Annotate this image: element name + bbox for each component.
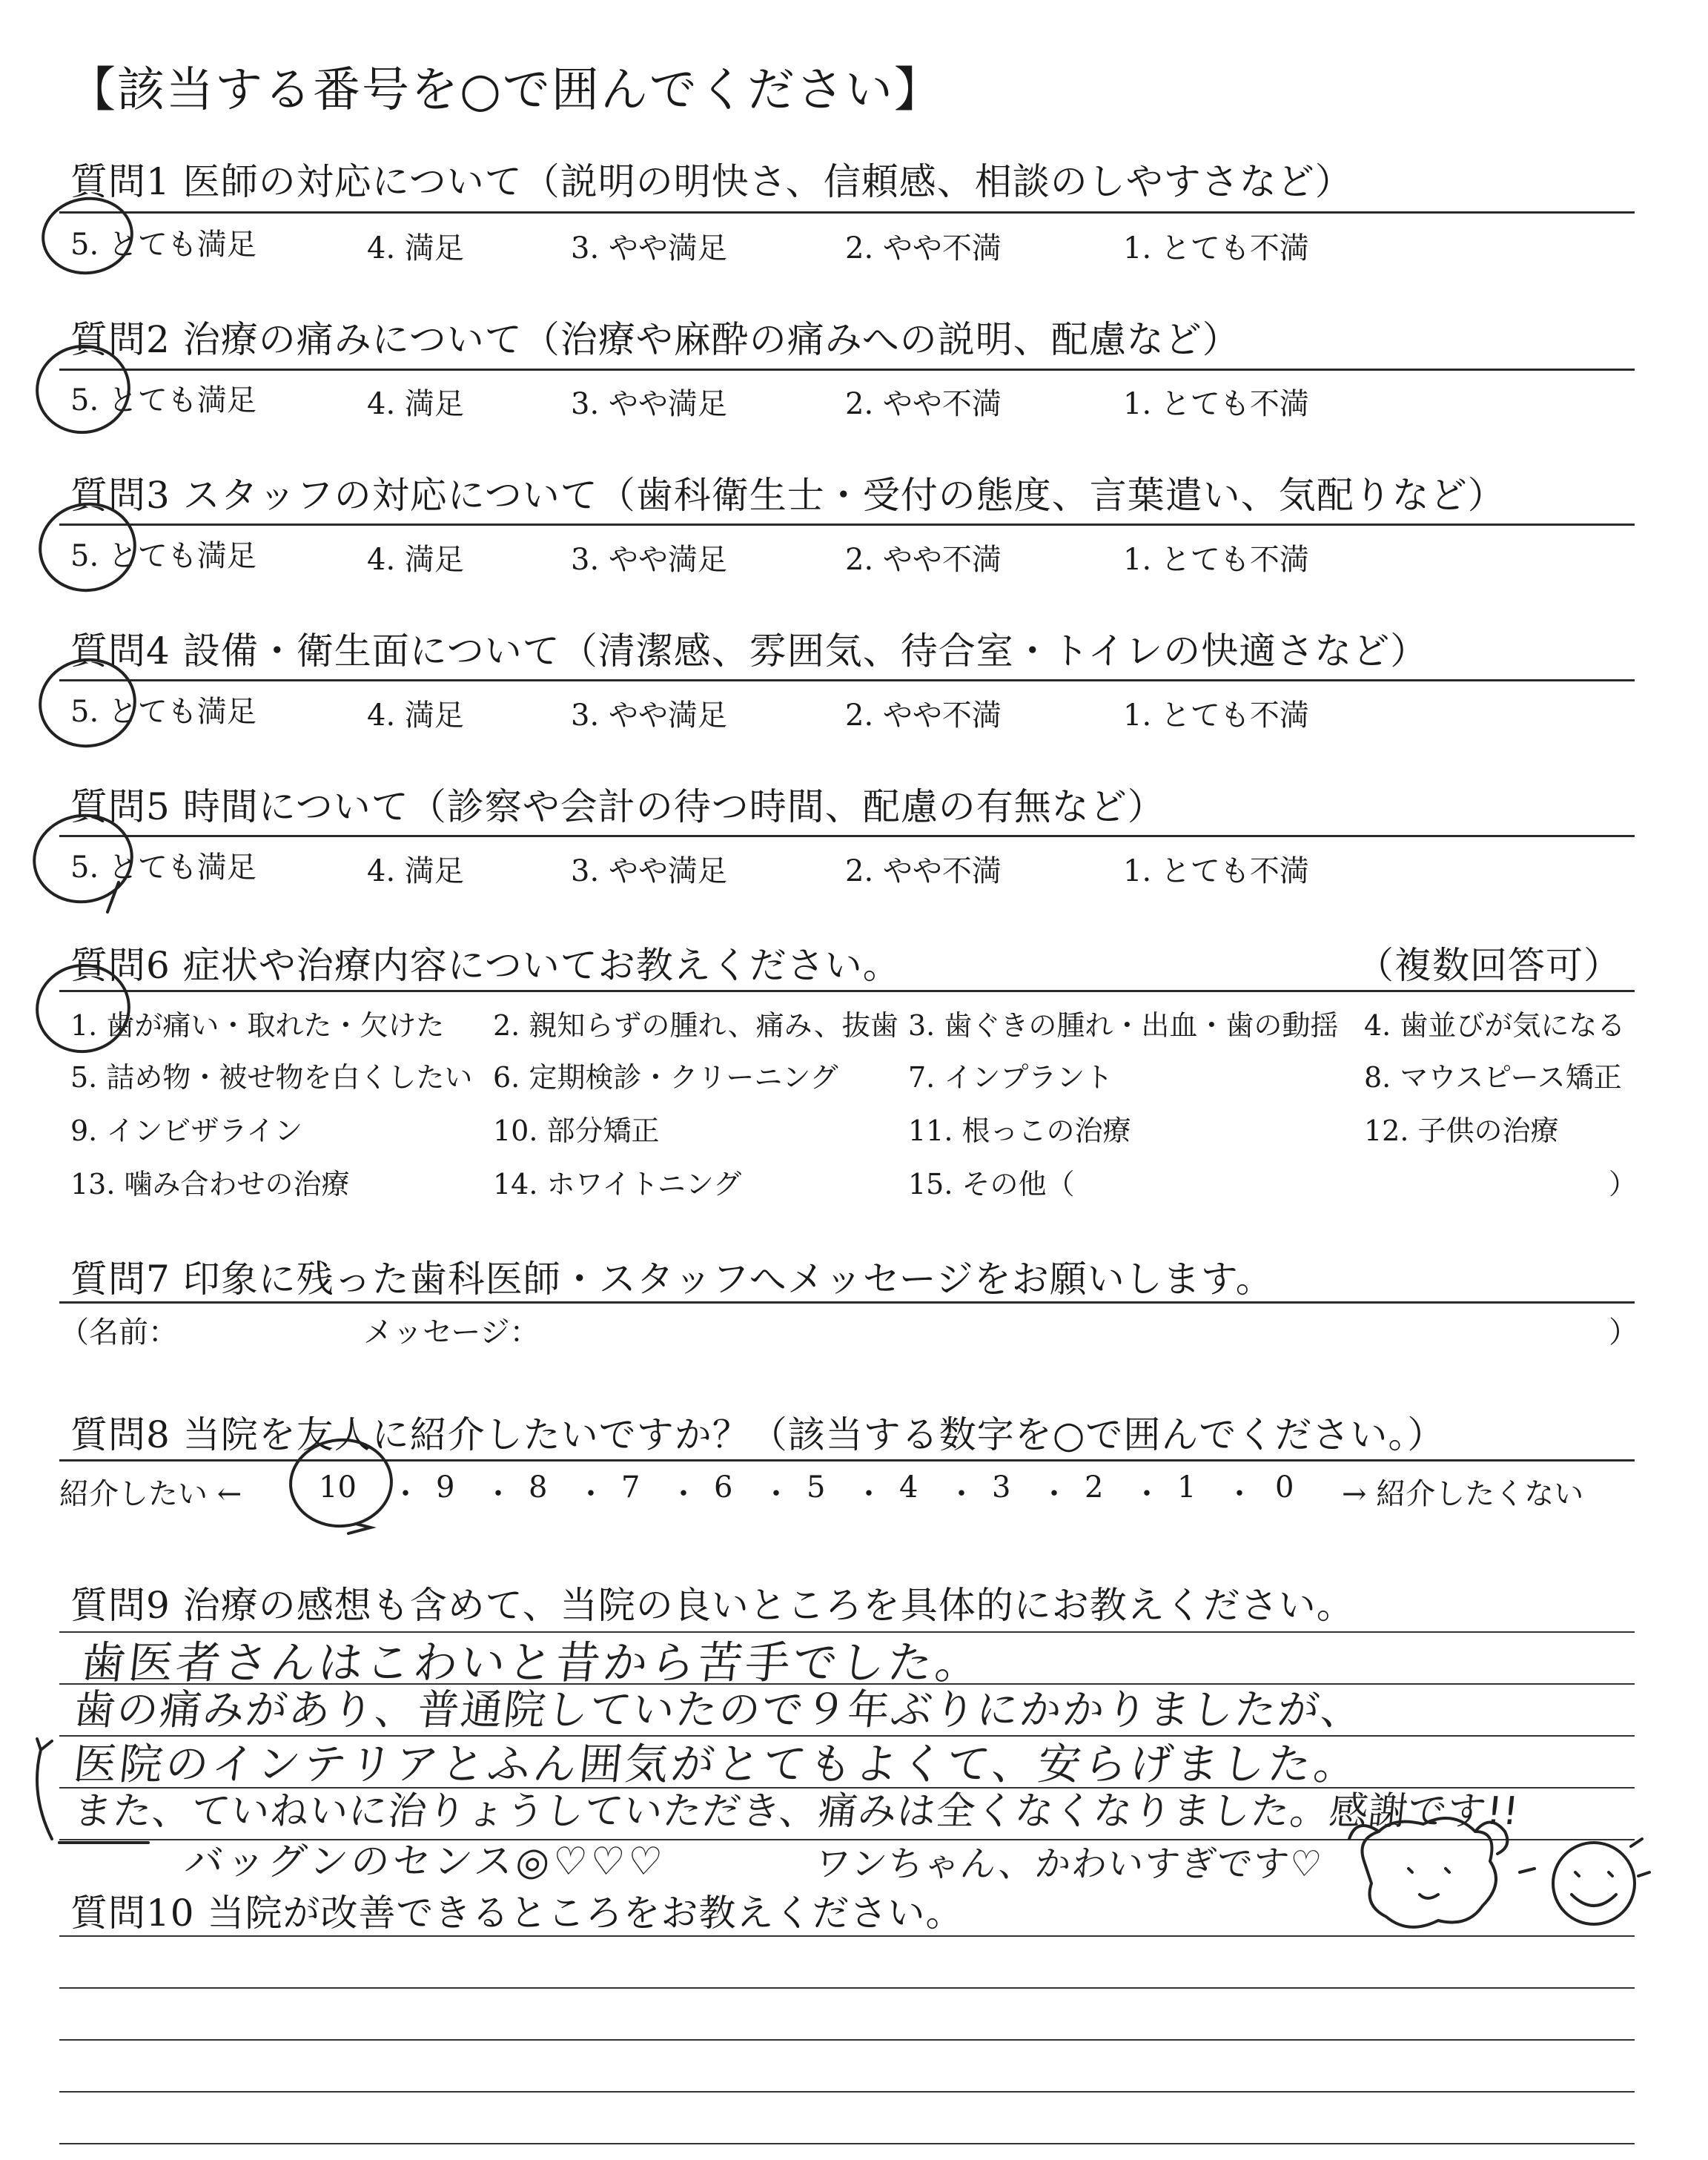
q6-option-5[interactable]: 5. 詰め物・被せ物を白くしたい [70, 1061, 473, 1094]
question-1-divider [59, 211, 1635, 214]
q7-close: ） [1609, 1315, 1638, 1350]
q4-option-4[interactable]: 4. 満足 [367, 698, 464, 733]
q10-line-5 [59, 2143, 1635, 2144]
q8-scale-dot: ・ [761, 1477, 791, 1511]
question-1-label: 質問1 医師の対応について（説明の明快さ、信頼感、相談のしやすさなど） [70, 160, 1353, 203]
q5-option-3[interactable]: 3. やや満足 [571, 854, 727, 888]
question-6-divider [59, 990, 1635, 992]
question-6-label: 質問6 症状や治療内容についてお教えください。 [70, 944, 901, 987]
q9-arrow [37, 1739, 52, 1839]
q8-scale-dot: ・ [483, 1477, 513, 1511]
q7-name-label: （名前： [59, 1315, 178, 1350]
q6-option-3[interactable]: 3. 歯ぐきの腫れ・出血・歯の動揺 [908, 1009, 1339, 1042]
q8-scale-10[interactable]: 10 [319, 1470, 357, 1505]
q9-handwritten-line-4: また、ていねいに治りょうしていただき、痛みは全くなくなりました。感謝です!! [71, 1789, 1522, 1834]
q5-option-4[interactable]: 4. 満足 [367, 854, 464, 888]
q6-option-14[interactable]: 14. ホワイトニング [493, 1168, 742, 1200]
q9-handwritten-line-5: バッグンのセンス◎♡♡♡ [182, 1840, 668, 1884]
q6-option-1[interactable]: 1. 歯が痛い・取れた・欠けた [70, 1009, 445, 1042]
q8-scale-dot: ・ [1039, 1477, 1069, 1511]
q6-option-6[interactable]: 6. 定期検診・クリーニング [493, 1061, 838, 1094]
question-10-label: 質問10 当院が改善できるところをお教えください。 [70, 1892, 964, 1935]
question-7-label: 質問7 印象に残った歯科医師・スタッフへメッセージをお願いします。 [70, 1258, 1274, 1301]
question-9-label: 質問9 治療の感想も含めて、当院の良いところを具体的にお教えください。 [70, 1584, 1354, 1627]
q6-option-9[interactable]: 9. インビザライン [70, 1114, 303, 1147]
question-3-divider [59, 524, 1635, 526]
q10-line-4 [59, 2091, 1635, 2093]
question-3-label: 質問3 スタッフの対応について（歯科衛生士・受付の態度、言葉遣い、気配りなど） [70, 474, 1506, 517]
q2-option-4[interactable]: 4. 満足 [367, 387, 464, 421]
q3-option-1[interactable]: 1. とても不満 [1123, 543, 1309, 577]
q6-option-13[interactable]: 13. 噛み合わせの治療 [70, 1168, 350, 1200]
q6-option-15[interactable]: 15. その他（ [908, 1168, 1075, 1200]
q4-option-5[interactable]: 5. とても満足 [70, 695, 256, 729]
q1-option-1[interactable]: 1. とても不満 [1123, 231, 1309, 265]
q5-option-5[interactable]: 5. とても満足 [70, 851, 256, 885]
question-6-note: （複数回答可） [1357, 944, 1621, 987]
q9-handwritten-line-1: 歯医者さんはこわいと昔から苦手でした。 [78, 1637, 986, 1689]
q4-option-3[interactable]: 3. やや満足 [571, 698, 727, 733]
q10-line-1 [59, 1935, 1635, 1937]
q8-scale-1[interactable]: 1 [1177, 1470, 1196, 1505]
q8-scale-0[interactable]: 0 [1275, 1470, 1294, 1505]
q6-other-close: ） [1609, 1168, 1638, 1200]
q2-option-3[interactable]: 3. やや満足 [571, 387, 727, 421]
q8-right-label: → 紹介したくない [1342, 1477, 1584, 1511]
q8-scale-8[interactable]: 8 [529, 1470, 548, 1505]
q1-option-2[interactable]: 2. やや不満 [845, 231, 1002, 265]
q6-option-10[interactable]: 10. 部分矯正 [493, 1114, 660, 1147]
q6-option-7[interactable]: 7. インプラント [908, 1061, 1113, 1094]
q8-scale-dot: ・ [1225, 1477, 1254, 1511]
question-8-label: 質問8 当院を友人に紹介したいですか？（該当する数字を○で囲んでください。） [70, 1413, 1446, 1456]
q8-scale-6[interactable]: 6 [714, 1470, 733, 1505]
q8-scale-dot: ・ [391, 1477, 420, 1511]
q8-scale-7[interactable]: 7 [621, 1470, 640, 1505]
q6-option-2[interactable]: 2. 親知らずの腫れ、痛み、抜歯 [493, 1009, 898, 1042]
q8-scale-9[interactable]: 9 [436, 1470, 455, 1505]
q1-option-4[interactable]: 4. 満足 [367, 231, 464, 265]
q1-option-3[interactable]: 3. やや満足 [571, 231, 727, 265]
q8-left-label: 紹介したい ← [59, 1477, 242, 1511]
smiley-doodle [1553, 1843, 1635, 1924]
q2-option-1[interactable]: 1. とても不満 [1123, 387, 1309, 421]
question-5-label: 質問5 時間について（診察や会計の待つ時間、配慮の有無など） [70, 785, 1165, 828]
q8-scale-dot: ・ [576, 1477, 606, 1511]
q8-scale-dot: ・ [947, 1477, 976, 1511]
question-4-label: 質問4 設備・衛生面について（清潔感、雰囲気、待合室・トイレの快適さなど） [70, 630, 1429, 673]
q7-message-label: メッセージ： [363, 1315, 540, 1350]
q4-option-2[interactable]: 2. やや不満 [845, 698, 1002, 733]
q10-line-3 [59, 2039, 1635, 2041]
q6-option-8[interactable]: 8. マウスピース矯正 [1364, 1061, 1622, 1094]
q9-handwritten-line-2: 歯の痛みがあり、普通院していたので９年ぶりにかかりましたが、 [71, 1686, 1366, 1734]
q9-handwritten-line-3: 医院のインテリアとふん囲気がとてもよくて、安らげました。 [70, 1739, 1363, 1789]
question-2-label: 質問2 治療の痛みについて（治療や麻酔の痛みへの説明、配慮など） [70, 318, 1240, 361]
q3-option-3[interactable]: 3. やや満足 [571, 543, 727, 577]
q10-line-2 [59, 1987, 1635, 1989]
q8-scale-2[interactable]: 2 [1085, 1470, 1104, 1505]
q9-handwritten-line-6: ワンちゃん、かわいすぎです♡ [812, 1843, 1325, 1885]
q2-option-2[interactable]: 2. やや不満 [845, 387, 1002, 421]
q8-scale-5[interactable]: 5 [807, 1470, 826, 1505]
q6-option-12[interactable]: 12. 子供の治療 [1364, 1114, 1559, 1147]
q3-option-4[interactable]: 4. 満足 [367, 543, 464, 577]
q5-stray-mark [107, 882, 119, 912]
q8-scale-dot: ・ [669, 1477, 698, 1511]
q8-circle-tail [348, 1524, 371, 1533]
q5-option-1[interactable]: 1. とても不満 [1123, 854, 1309, 888]
q8-scale-dot: ・ [854, 1477, 884, 1511]
q4-option-1[interactable]: 1. とても不満 [1123, 698, 1309, 733]
q3-option-2[interactable]: 2. やや不満 [845, 543, 1002, 577]
question-5-divider [59, 835, 1635, 837]
q1-option-5[interactable]: 5. とても満足 [70, 228, 256, 262]
form-title: 【該当する番号を○で囲んでください】 [68, 63, 943, 118]
question-8-divider [59, 1459, 1635, 1462]
q3-option-5[interactable]: 5. とても満足 [70, 539, 256, 573]
q6-option-11[interactable]: 11. 根っこの治療 [908, 1114, 1131, 1147]
q8-scale-4[interactable]: 4 [899, 1470, 918, 1505]
q8-scale-3[interactable]: 3 [992, 1470, 1011, 1505]
q6-option-4[interactable]: 4. 歯並びが気になる [1364, 1009, 1626, 1042]
question-2-divider [59, 369, 1635, 371]
q5-option-2[interactable]: 2. やや不満 [845, 854, 1002, 888]
q8-scale-dot: ・ [1132, 1477, 1162, 1511]
question-4-divider [59, 679, 1635, 681]
q2-option-5[interactable]: 5. とても満足 [70, 383, 256, 417]
question-7-divider [59, 1301, 1635, 1304]
